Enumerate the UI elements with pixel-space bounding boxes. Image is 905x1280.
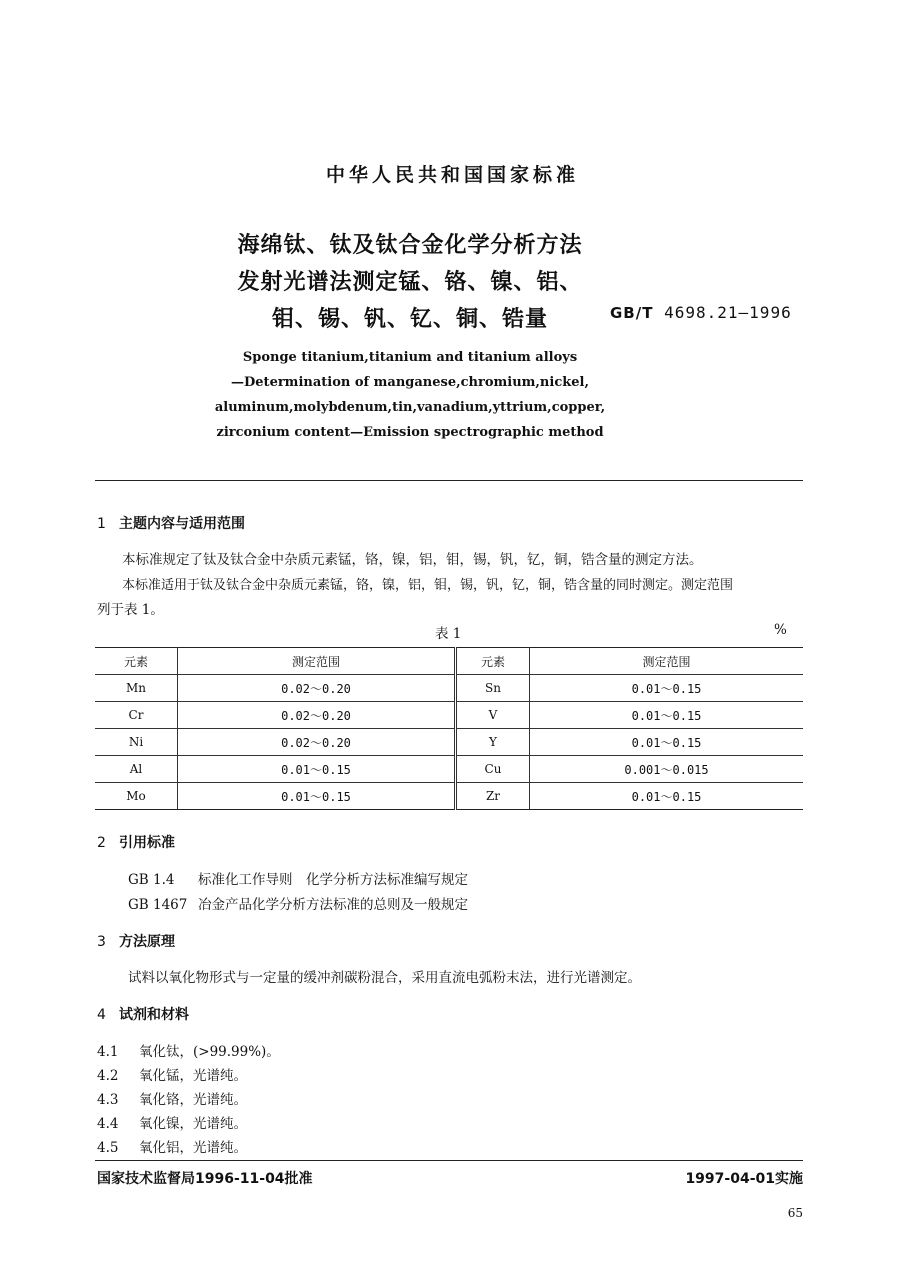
cell-range: 0.02～0.20 xyxy=(178,702,456,729)
national-standard-header: 中华人民共和国国家标准 xyxy=(325,164,579,186)
approval-date: 国家技术监督局1996-11-04批准 xyxy=(97,1171,313,1187)
item-text: 氧化钛，(>99.99%)。 xyxy=(139,1044,280,1060)
english-title-line-2: —Determination of manganese,chromium,nickel, xyxy=(231,375,589,390)
title-line-3: 钼、锡、钒、钇、铜、锆量 xyxy=(271,307,548,332)
cell-element: V xyxy=(456,702,530,729)
table-row xyxy=(95,675,803,702)
section-3-paragraph: 试料以氧化物形式与一定量的缓冲剂碳粉混合，采用直流电弧粉末法，进行光谱测定。 xyxy=(128,970,641,986)
cell-element: Mn xyxy=(95,675,178,702)
cell-range: 0.001～0.015 xyxy=(530,756,804,783)
title-line-1: 海绵钛、钛及钛合金化学分析方法 xyxy=(237,233,583,258)
cell-range: 0.01～0.15 xyxy=(178,783,456,810)
item-text: 氧化锰，光谱纯。 xyxy=(139,1068,247,1084)
section-number: 2 xyxy=(97,835,106,851)
table-row xyxy=(95,702,803,729)
cell-element: Mo xyxy=(95,783,178,810)
item-text: 氧化铝，光谱纯。 xyxy=(139,1140,247,1156)
title-divider xyxy=(95,480,803,481)
section-title: 主题内容与适用范围 xyxy=(119,516,245,532)
table-unit: % xyxy=(774,622,787,638)
item-number: 4.1 xyxy=(97,1044,119,1060)
section-title: 方法原理 xyxy=(119,934,175,950)
reagent-item xyxy=(97,1088,247,1108)
header-range: 测定范围 xyxy=(178,648,456,675)
cell-element: Zr xyxy=(456,783,530,810)
cell-element: Cr xyxy=(95,702,178,729)
section-1-paragraph-2: 本标准适用于钛及钛合金中杂质元素锰，铬，镍，铝，钼，锡，钒，钇，铜，锆含量的同时测定。测定范围 xyxy=(122,578,734,593)
section-number: 1 xyxy=(97,516,106,532)
page-number: 65 xyxy=(787,1206,803,1220)
section-2-heading xyxy=(97,832,175,852)
reagent-item xyxy=(97,1040,280,1060)
table-header-row xyxy=(95,648,803,675)
section-3-heading xyxy=(97,931,175,951)
reference-2 xyxy=(128,893,468,913)
table-row xyxy=(95,756,803,783)
cell-element: Y xyxy=(456,729,530,756)
standard-prefix: GB/T xyxy=(610,304,654,322)
table-1 xyxy=(95,647,803,810)
reference-text: 标准化工作导则 化学分析方法标准编写规定 xyxy=(198,872,468,888)
implementation-date: 1997-04-01实施 xyxy=(685,1171,803,1187)
cell-range: 0.02～0.20 xyxy=(178,675,456,702)
header-range: 测定范围 xyxy=(530,648,804,675)
item-number: 4.3 xyxy=(97,1092,119,1108)
reagent-item xyxy=(97,1112,247,1132)
reference-1 xyxy=(128,868,468,888)
item-number: 4.2 xyxy=(97,1068,119,1084)
cell-range: 0.01～0.15 xyxy=(530,729,804,756)
table-row xyxy=(95,729,803,756)
title-line-2: 发射光谱法测定锰、铬、镍、铝、 xyxy=(237,270,583,295)
section-4-heading xyxy=(97,1004,189,1024)
standard-number xyxy=(610,303,792,322)
standard-code: 4698.21—1996 xyxy=(664,303,792,322)
section-1-heading xyxy=(97,513,245,533)
reference-code: GB 1467 xyxy=(128,897,188,913)
section-title: 引用标准 xyxy=(119,835,175,851)
english-title-line-3: aluminum,molybdenum,tin,vanadium,yttrium,copper, xyxy=(214,400,606,415)
english-title-line-4: zirconium content—Emission spectrographic method xyxy=(216,425,604,440)
cell-range: 0.01～0.15 xyxy=(530,702,804,729)
footer-divider xyxy=(95,1160,803,1161)
cell-element: Sn xyxy=(456,675,530,702)
reagent-item xyxy=(97,1064,247,1084)
section-1-paragraph-2-cont: 列于表 1。 xyxy=(97,602,164,618)
section-number: 3 xyxy=(97,934,106,950)
item-number: 4.5 xyxy=(97,1140,119,1156)
section-1-paragraph-1: 本标准规定了钛及钛合金中杂质元素锰，铬，镍，铝，钼，锡，钒，钇，铜，锆含量的测定方法。 xyxy=(122,552,703,568)
item-number: 4.4 xyxy=(97,1116,119,1132)
cell-range: 0.02～0.20 xyxy=(178,729,456,756)
reference-text: 冶金产品化学分析方法标准的总则及一般规定 xyxy=(198,897,468,913)
table-caption: 表 1 xyxy=(435,626,462,642)
reference-code: GB 1.4 xyxy=(128,872,175,888)
cell-element: Cu xyxy=(456,756,530,783)
section-number: 4 xyxy=(97,1007,106,1023)
cell-element: Al xyxy=(95,756,178,783)
header-element: 元素 xyxy=(95,648,178,675)
english-title-line-1: Sponge titanium,titanium and titanium alloys xyxy=(242,350,578,365)
reagent-item xyxy=(97,1136,247,1156)
cell-element: Ni xyxy=(95,729,178,756)
cell-range: 0.01～0.15 xyxy=(178,756,456,783)
item-text: 氧化铬，光谱纯。 xyxy=(139,1092,247,1108)
cell-range: 0.01～0.15 xyxy=(530,783,804,810)
table-row xyxy=(95,783,803,810)
section-title: 试剂和材料 xyxy=(119,1007,189,1023)
header-element: 元素 xyxy=(456,648,530,675)
cell-range: 0.01～0.15 xyxy=(530,675,804,702)
item-text: 氧化镍，光谱纯。 xyxy=(139,1116,247,1132)
